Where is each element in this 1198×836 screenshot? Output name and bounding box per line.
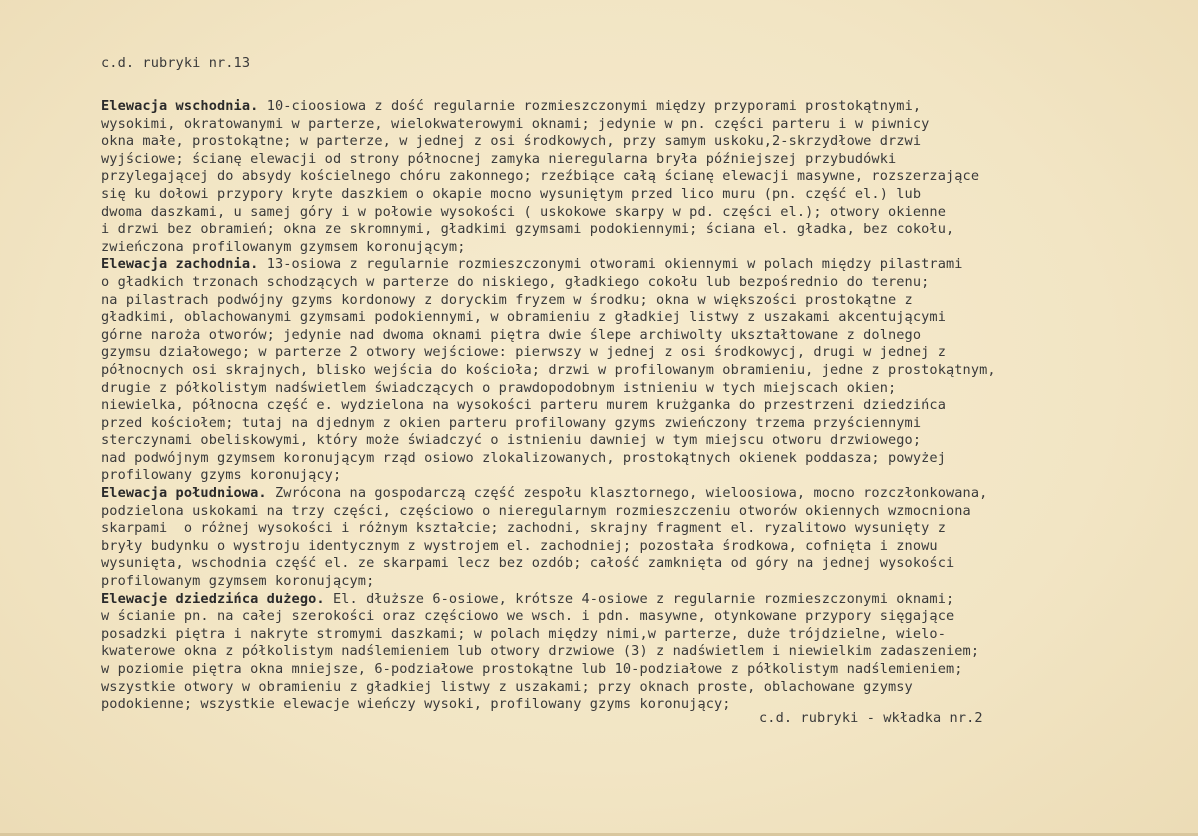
section-line — [101, 661, 1181, 679]
section-line — [101, 292, 1181, 310]
section-text: kwaterowe okna z półkolistym nadślemieniem lub otwory drzwiowe (3) z nadświetlem i niewielkim zadaszeniem; — [101, 643, 980, 660]
section-line — [101, 116, 1181, 134]
section-first-line — [101, 98, 1181, 116]
section-text: w poziomie piętra okna mniejsze, 6-podziałowe prostokątne lub 10-podziałowe z półkolistym nadślemieniem; — [101, 661, 963, 677]
section-text: i drzwi bez obramień; okna ze skromnymi, gładkimi gzymsami podokiennymi; ściana el. gładka, bez cokołu, — [101, 221, 955, 238]
section-line — [101, 696, 1181, 714]
section-line — [101, 362, 1181, 380]
rubric-reference-header: c.d. rubryki nr.13 — [101, 55, 251, 71]
section-heading: Elewacja południowa. — [101, 485, 267, 502]
section-text: profilowanym gzymsem koronującym; — [101, 573, 375, 590]
section-line — [101, 555, 1181, 573]
section-text: 10-cioosiowa z dość regularnie rozmieszczonymi między przyporami prostokątnymi, — [258, 98, 922, 114]
section-first-line — [101, 591, 1181, 609]
section-text: podokienne; wszystkie elewacje wieńczy wysoki, profilowany gzyms koronujący; — [101, 696, 731, 713]
section-line — [101, 133, 1181, 151]
section-text: wysokimi, okratowanymi w parterze, wielokwaterowymi oknami; jedynie w pn. części parteru i w piwnicy — [101, 115, 930, 132]
section-text: posadzki piętra i nakryte stromymi daszkami; w polach między nimi,w parterze, duże trójdzielne, wielo- — [101, 625, 946, 642]
section-line — [101, 573, 1181, 591]
section-text: okna małe, prostokątne; w parterze, w jednej z osi środkowych, przy samym uskoku,2-skrzydłowe drzwi — [101, 133, 922, 150]
section-text: skarpami o różnej wysokości i różnym kształcie; zachodni, skrajny fragment el. ryzalitowo wysunięty z — [101, 520, 946, 537]
section-line — [101, 608, 1181, 626]
section-text: nad podwójnym gzymsem koronującym rząd osiowo zlokalizowanych, prostokątnych okienek poddasza; powyżej — [101, 449, 946, 466]
section-line — [101, 186, 1181, 204]
rubric-reference-footer: c.d. rubryki - wkładka nr.2 — [759, 710, 983, 726]
section-line — [101, 380, 1181, 398]
section-text: 13-osiowa z regularnie rozmieszczonymi otworami okiennymi w polach między pilastrami — [258, 256, 963, 273]
section-line — [101, 397, 1181, 415]
section-text: sterczynami obeliskowymi, który może świadczyć o istnieniu dawniej w tym miejscu otworu drzwiowego; — [101, 432, 922, 449]
section-text: na pilastrach podwójny gzyms kordonowy z doryckim fryzem w środku; okna w większości prostokątne z — [101, 291, 913, 308]
section-line — [101, 467, 1181, 485]
section-line — [101, 309, 1181, 327]
section-line — [101, 520, 1181, 538]
section-line — [101, 239, 1181, 257]
section-text: przylegającej do absydy kościelnego chóru zakonnego; rzeźbiące całą ścianę elewacji masywne, rozszerzające — [101, 168, 980, 185]
section-first-line — [101, 256, 1181, 274]
section-text: drugie z półkolistym nadświetlem świadczących o prawdopodobnym istnieniu w tych miejscach okien; — [101, 379, 897, 396]
section-line — [101, 679, 1181, 697]
section-text: gzymsu działowego; w parterze 2 otwory wejściowe: pierwszy w jednej z osi środkowycj, drugi w jednej z — [101, 344, 946, 361]
section-first-line — [101, 485, 1181, 503]
section-text: wysunięta, wschodnia część el. ze skarpami lecz bez ozdób; całość zamknięta od góry na jednej wysokości — [101, 555, 955, 572]
section-text: wyjściowe; ścianę elewacji od strony północnej zamyka nieregularna bryła późniejszej przybudówki — [101, 150, 897, 167]
section-text: niewielka, północna część e. wydzielona na wysokości parteru murem krużganka do przestrzeni dziedzińca — [101, 397, 946, 414]
section-line — [101, 503, 1181, 521]
section-text: gładkimi, oblachowanymi gzymsami podokiennymi, w obramieniu z gładkiej listwy z uszakami akcentującymi — [101, 309, 946, 326]
section-line — [101, 274, 1181, 292]
section-text: północnych osi skrajnych, blisko wejścia do kościoła; drzwi w profilowanym obramieniu, jedne z prostokątnym, — [101, 361, 996, 378]
section-line — [101, 344, 1181, 362]
section-line — [101, 538, 1181, 556]
section-text: przed kościołem; tutaj na djednym z okien parteru profilowany gzyms zwieńczony trzema przyściennymi — [101, 414, 922, 431]
section-heading: Elewacje dziedzińca dużego. — [101, 590, 325, 607]
section-line — [101, 450, 1181, 468]
section-line — [101, 643, 1181, 661]
section-line — [101, 221, 1181, 239]
section-line — [101, 415, 1181, 433]
section-line — [101, 168, 1181, 186]
section-text: El. dłuższe 6-osiowe, krótsze 4-osiowe z regularnie rozmieszczonymi oknami; — [324, 590, 955, 607]
section-text: podzielona uskokami na trzy części, częściowo o nieregularnym rozmieszczeniu otworów okiennych wzmocniona — [101, 502, 971, 519]
section-line — [101, 327, 1181, 345]
description-body — [101, 98, 1181, 714]
section-line — [101, 151, 1181, 169]
section-text: o gładkich trzonach schodzących w parterze do niskiego, gładkiego cokołu lub bezpośrednio do terenu; — [101, 273, 930, 290]
section-text: Zwrócona na gospodarczą część zespołu klasztornego, wieloosiowa, mocno rozczłonkowana, — [266, 485, 988, 502]
section-text: wszystkie otwory w obramieniu z gładkiej listwy z uszakami; przy oknach proste, oblachowane gzymsy — [101, 678, 913, 695]
section-text: bryły budynku o wystroju identycznym z wystrojem el. zachodniej; pozostała środkowa, cofnięta i znowu — [101, 537, 938, 554]
section-heading: Elewacja zachodnia. — [101, 256, 259, 273]
section-text: w ścianie pn. na całej szerokości oraz częściowo we wsch. i pdn. masywne, otynkowane przypory sięgające — [101, 608, 955, 625]
section-text: się ku dołowi przypory kryte daszkiem o okapie mocno wysuniętym przed lico muru (pn. część el.) lub — [101, 185, 922, 202]
section-heading: Elewacja wschodnia. — [101, 98, 259, 114]
section-text: profilowany gzyms koronujący; — [101, 467, 342, 484]
section-line — [101, 626, 1181, 644]
section-line — [101, 204, 1181, 222]
section-line — [101, 432, 1181, 450]
section-text: dwoma daszkami, u samej góry i w połowie wysokości ( uskokowe skarpy w pd. części el.); otwory okienne — [101, 203, 946, 220]
section-text: górne naroża otworów; jedynie nad dwoma oknami piętra dwie ślepe archiwolty ukształtowane z dolnego — [101, 326, 922, 343]
section-text: zwieńczona profilowanym gzymsem koronującym; — [101, 238, 466, 255]
